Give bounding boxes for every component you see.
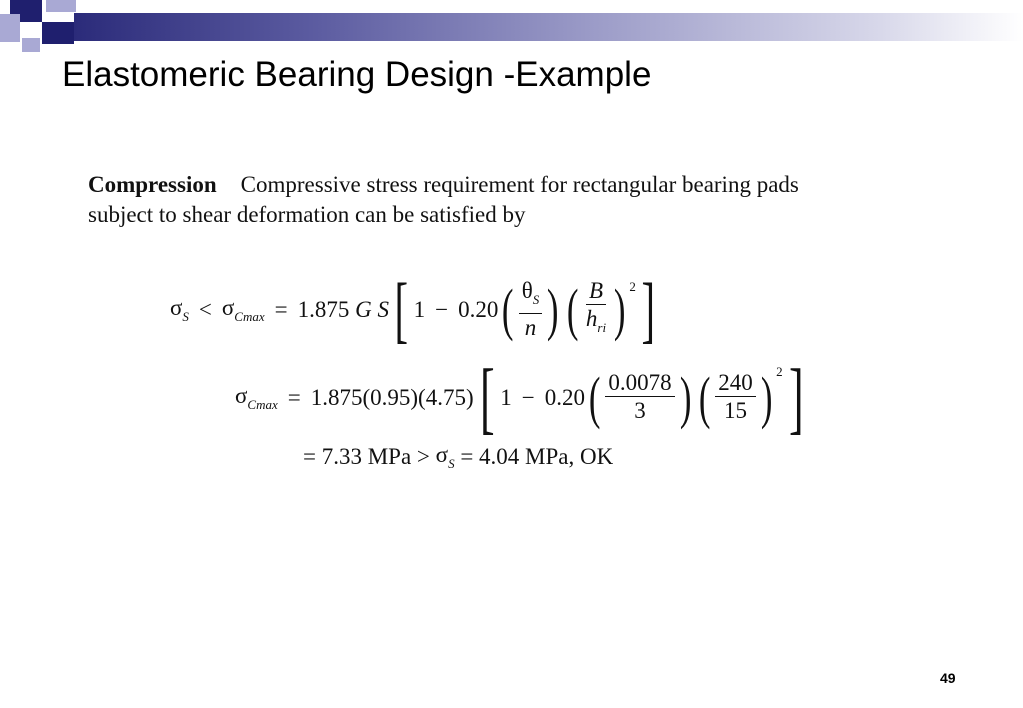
coefficient: 1.875	[297, 297, 350, 322]
right-paren: )	[547, 277, 559, 342]
header-square-dark	[42, 22, 74, 44]
shear-modulus-g: G	[355, 297, 372, 322]
numeric-product: 1.875(0.95)(4.75)	[310, 384, 474, 410]
shape-factor-s: S	[377, 297, 389, 322]
result-demand: = 4.04 MPa, OK	[460, 444, 614, 469]
fraction-rotation: $\frac{0.0078}{3}$	[605, 370, 674, 425]
right-paren: )	[760, 364, 773, 430]
less-than-sign: <	[198, 297, 212, 322]
right-bracket: ]	[788, 353, 804, 442]
right-paren: )	[613, 277, 626, 342]
equation-general	[170, 269, 661, 351]
equals-sign: =	[287, 384, 301, 410]
slide-title: Elastomeric Bearing Design -Example	[62, 55, 652, 94]
right-paren: )	[679, 364, 692, 430]
sigma-s: $\sigma_S$	[170, 295, 189, 324]
paragraph-line-1	[88, 170, 799, 200]
fraction-b-over-h: $\frac{B}{h_{ri}}$	[585, 278, 607, 335]
equals-sign: =	[274, 297, 288, 322]
one: 1	[500, 384, 512, 410]
result-capacity: = 7.33 MPa >	[303, 444, 430, 469]
paragraph-line-2: subject to shear deformation can be satisfied by	[88, 202, 526, 227]
scanned-excerpt	[80, 160, 960, 490]
header-square-light	[0, 14, 20, 42]
equation-result	[303, 440, 613, 474]
fraction-theta-over-n: $\frac{\theta_S}{n}$	[519, 278, 543, 342]
paragraph-text-1: Compressive stress requirement for rectangular bearing pads	[240, 172, 799, 197]
minus-sign: −	[435, 297, 449, 322]
sigma-s: $\sigma_S$	[435, 442, 455, 471]
left-bracket: [	[394, 269, 409, 351]
sigma-cmax: $\sigma_{Cmax}$	[235, 382, 278, 412]
right-bracket: ]	[641, 269, 656, 351]
left-paren: (	[502, 277, 514, 342]
constant: 0.20	[458, 297, 499, 322]
left-paren: (	[698, 364, 711, 430]
constant: 0.20	[544, 384, 585, 410]
fraction-dimensions: $\frac{240}{15}$	[715, 370, 756, 425]
compression-heading: Compression	[88, 172, 217, 197]
one: 1	[413, 297, 426, 322]
left-paren: (	[566, 277, 579, 342]
exponent: 2	[776, 364, 783, 379]
left-bracket: [	[479, 353, 495, 442]
minus-sign: −	[521, 384, 535, 410]
left-paren: (	[588, 364, 601, 430]
header-gradient-bar	[74, 13, 1023, 41]
sigma-cmax: $\sigma_{Cmax}$	[221, 295, 265, 324]
header-square-light	[22, 38, 40, 52]
exponent: 2	[629, 279, 636, 294]
compression-paragraph	[88, 170, 799, 230]
equation-numeric	[235, 353, 809, 442]
page-number: 49	[940, 670, 956, 686]
header-square-light	[46, 0, 76, 12]
